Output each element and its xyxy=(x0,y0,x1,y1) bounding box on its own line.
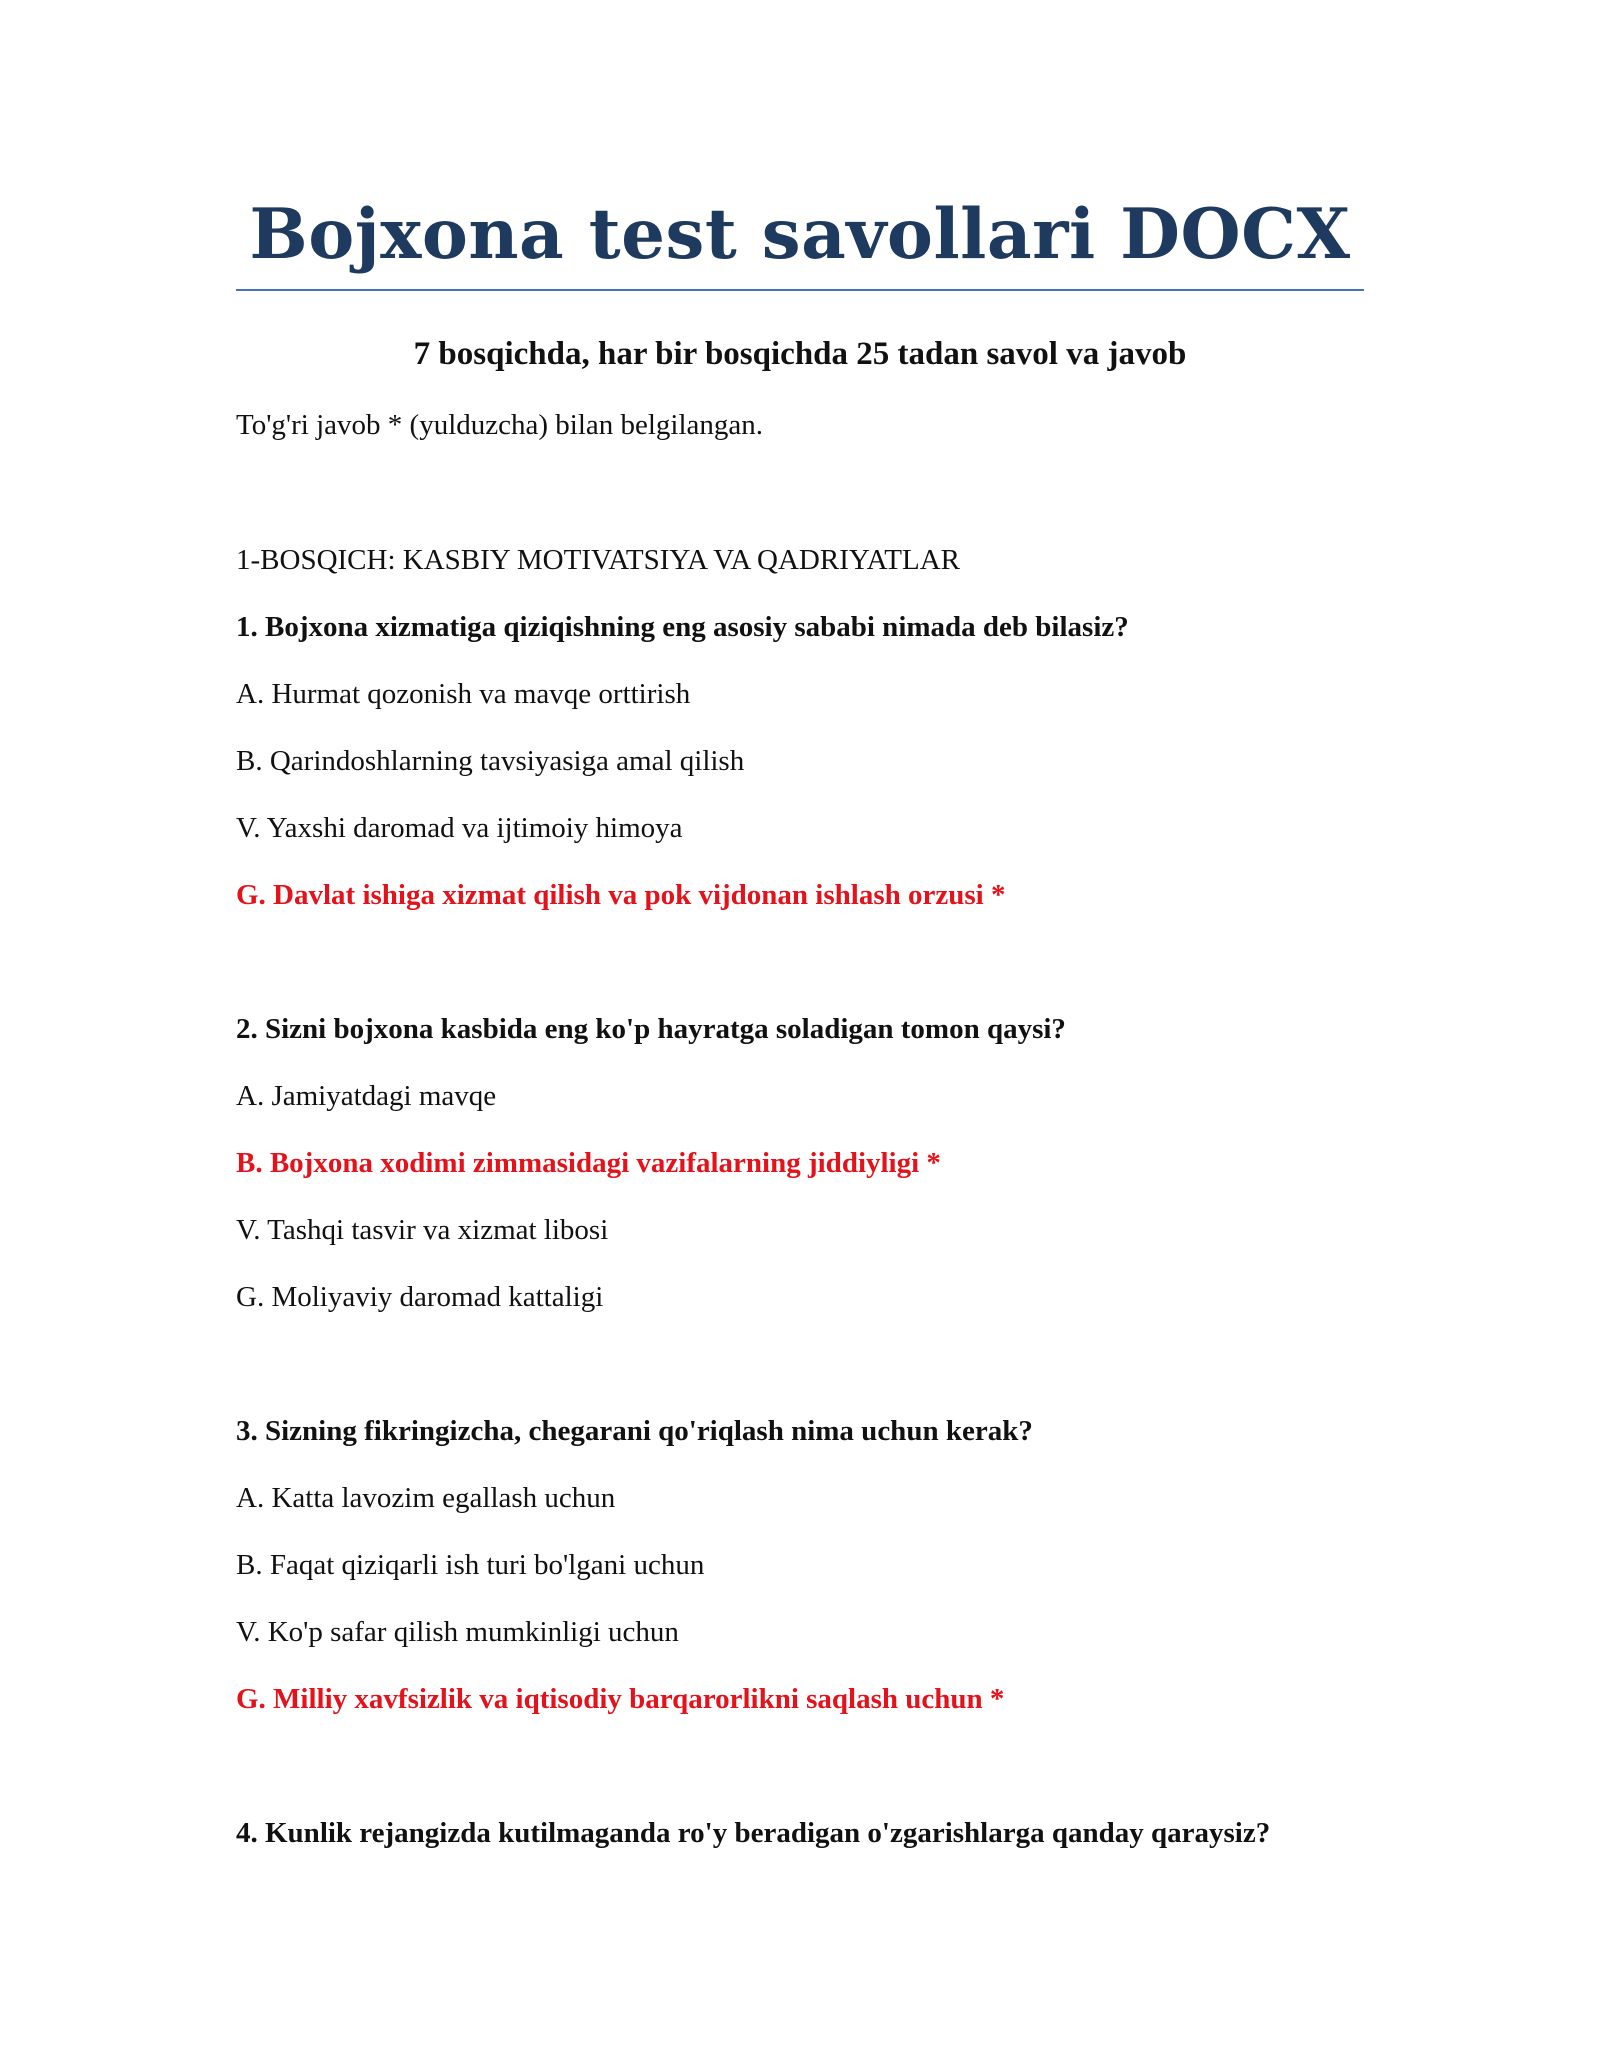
answer-option: V. Ko'p safar qilish mumkinligi uchun xyxy=(236,1616,679,1648)
title-divider xyxy=(236,289,1364,291)
answer-option: A. Katta lavozim egallash uchun xyxy=(236,1482,616,1514)
question-text: 2. Sizni bojxona kasbida eng ko'p hayratga soladigan tomon qaysi? xyxy=(236,1013,1066,1045)
question-text: 3. Sizning fikringizcha, chegarani qo'riqlash nima uchun kerak? xyxy=(236,1415,1033,1447)
correct-answer-option: G. Davlat ishiga xizmat qilish va pok vijdonan ishlash orzusi * xyxy=(236,879,1006,911)
correct-answer-option: G. Milliy xavfsizlik va iqtisodiy barqarorlikni saqlash uchun * xyxy=(236,1683,1005,1715)
question-text: 4. Kunlik rejangizda kutilmaganda ro'y beradigan o'zgarishlarga qanday qaraysiz? xyxy=(236,1817,1271,1849)
answer-option: A. Jamiyatdagi mavqe xyxy=(236,1080,497,1112)
answer-option: A. Hurmat qozonish va mavqe orttirish xyxy=(236,678,691,710)
answer-option: V. Yaxshi daromad va ijtimoiy himoya xyxy=(236,812,683,844)
document-subtitle: 7 bosqichda, har bir bosqichda 25 tadan savol va javob xyxy=(413,336,1187,372)
section-title: 1-BOSQICH: KASBIY MOTIVATSIYA VA QADRIYATLAR xyxy=(236,544,961,576)
answer-option: V. Tashqi tasvir va xizmat libosi xyxy=(236,1214,609,1246)
answer-option: B. Qarindoshlarning tavsiyasiga amal qilish xyxy=(236,745,745,777)
answer-key-note: To'g'ri javob * (yulduzcha) bilan belgilangan. xyxy=(236,409,764,441)
answer-option: G. Moliyaviy daromad kattaligi xyxy=(236,1281,604,1313)
answer-option: B. Faqat qiziqarli ish turi bo'lgani uchun xyxy=(236,1549,705,1581)
document-title: Bojxona test savollari DOCX xyxy=(249,194,1351,275)
correct-answer-option: B. Bojxona xodimi zimmasidagi vazifalarning jiddiyligi * xyxy=(236,1147,941,1179)
question-text: 1. Bojxona xizmatiga qiziqishning eng asosiy sababi nimada deb bilasiz? xyxy=(236,611,1129,643)
